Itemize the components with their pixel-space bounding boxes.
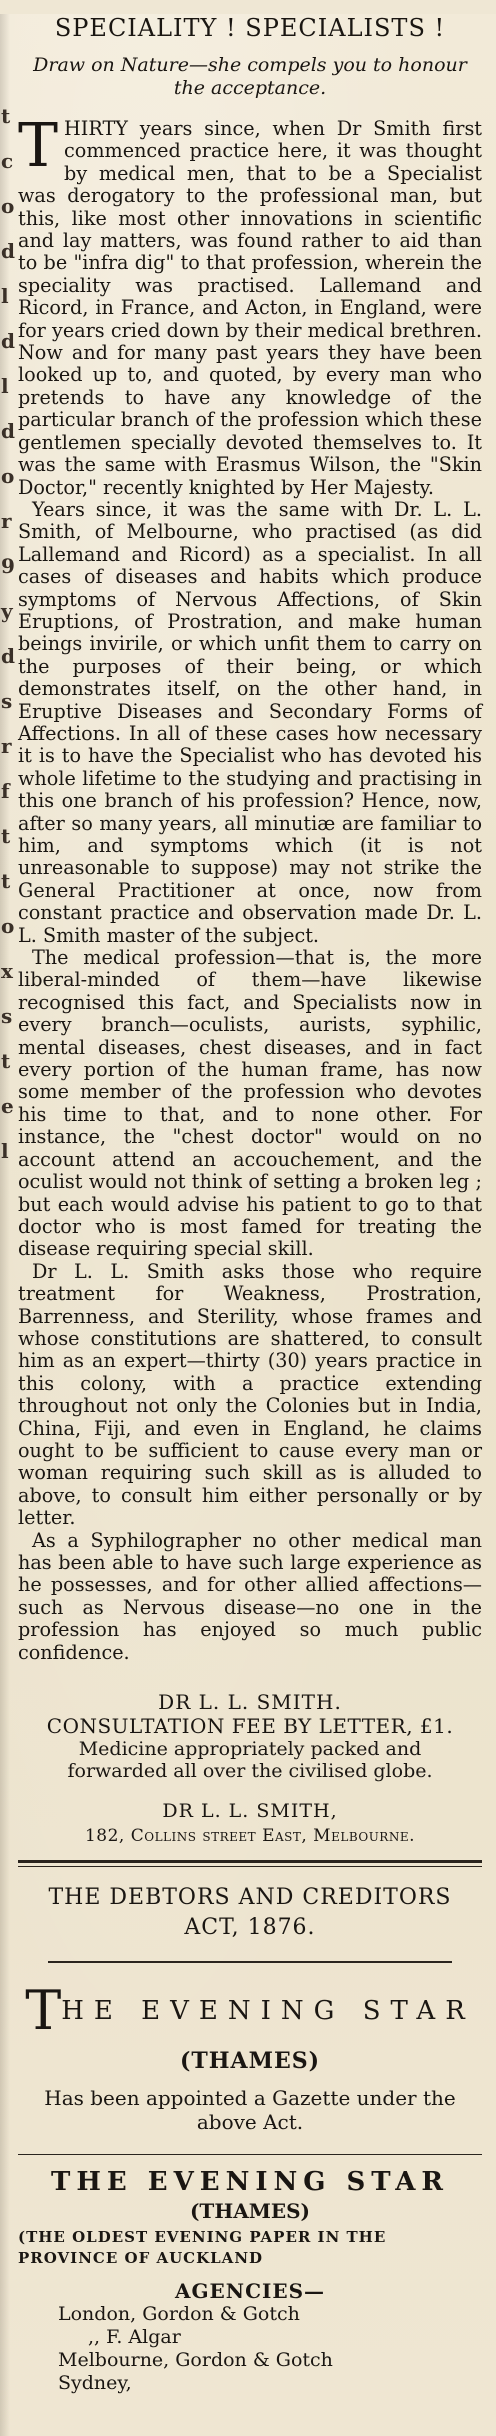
evening-star-advert bbox=[18, 2167, 482, 2395]
margin-bleed-char: o bbox=[1, 914, 15, 938]
margin-bleed-char: t bbox=[1, 1049, 11, 1073]
margin-bleed-char: 9 bbox=[1, 554, 15, 578]
margin-bleed-char: d bbox=[1, 239, 15, 263]
paragraph-5: As a Syphilographer no other medical man has been able to have such large experience as he possesses, and for other allied affections—such as Nervous disease—no one in the profession has enjoyed so much public confidence. bbox=[18, 1528, 482, 1664]
margin-bleed-char: f bbox=[1, 779, 10, 803]
margin-bleed-char: l bbox=[1, 374, 9, 398]
advert-thames: (THAMES) bbox=[189, 2199, 311, 2224]
address-line: 182, Collins street East, Melbourne. bbox=[84, 1826, 416, 1847]
margin-bleed-char: o bbox=[1, 194, 15, 218]
margin-bleed-char: d bbox=[1, 419, 15, 443]
paragraph-1 bbox=[18, 111, 482, 499]
notice-body: Has been appointed a Gazette under the above Act. bbox=[44, 2086, 456, 2135]
advert-tagline: (THE OLDEST EVENING PAPER IN THE PROVINCE OF AUCKLAND bbox=[18, 2228, 387, 2268]
signature-name: DR L. L. SMITH. bbox=[158, 1690, 342, 1715]
article-speciality bbox=[18, 14, 482, 1846]
margin-bleed-char: r bbox=[1, 509, 12, 533]
evening-star-initial: T bbox=[25, 1979, 62, 2043]
medicine-note: Medicine appropriately packed and forwarded all over the civilised globe. bbox=[67, 1738, 433, 1783]
margin-bleed-char: e bbox=[1, 1094, 14, 1118]
notice-title-line-1: THE DEBTORS AND CREDITORS bbox=[48, 1885, 452, 1911]
agency-row-sydney: Sydney, bbox=[58, 2372, 132, 2395]
address-name: DR L. L. SMITH, bbox=[162, 1800, 338, 1823]
article-body bbox=[18, 111, 482, 1664]
margin-bleed-char: l bbox=[1, 284, 9, 308]
section-divider bbox=[18, 1860, 482, 1867]
advert-title: THE EVENING STAR bbox=[50, 2167, 450, 2198]
newspaper-page bbox=[0, 14, 496, 2436]
notice-divider bbox=[48, 1961, 452, 1963]
margin-bleed-char: t bbox=[1, 824, 11, 848]
notice-title-line-2: ACT, 1876. bbox=[184, 1915, 316, 1941]
margin-bleed-char: o bbox=[1, 464, 15, 488]
agency-row-algar: ,, F. Algar bbox=[88, 2326, 181, 2349]
margin-bleed-char: t bbox=[1, 869, 11, 893]
evening-star-rest: HE EVENING STAR bbox=[61, 1996, 475, 2027]
margin-bleed-char: d bbox=[1, 329, 15, 353]
margin-bleed-char: y bbox=[1, 599, 13, 623]
evening-star-title bbox=[18, 1979, 482, 2042]
footer-divider bbox=[18, 2154, 482, 2155]
gazette-notice bbox=[18, 1883, 482, 2134]
agency-row-melbourne: Melbourne, Gordon & Gotch bbox=[58, 2349, 333, 2372]
notice-title bbox=[18, 1883, 482, 1943]
paragraph-3: The medical profession—that is, the more liberal-minded of them—have likewise recognised this fact, and Specialists now in every branch—oculists, aurists, syphilic, mental diseases, chest diseases, and in fact every portion of the human frame, has now some member of the profession who devotes his time to that, and to none other. For instance, the "chest doctor" would on no account attend an accouchement, and the oculist would not think of setting a broken leg ; but each would advise his patient to go to that doctor who is most famed for treating the disease requiring special skill. bbox=[18, 946, 482, 1261]
margin-bleed-char: s bbox=[1, 689, 13, 713]
drop-cap: T bbox=[18, 111, 59, 181]
thames-label: (THAMES) bbox=[179, 2048, 321, 2075]
paragraph-2: Years since, it was the same with Dr. L. L. Smith, of Melbourne, who practised (as did Lallemand and Ricord) as a specialist. In all cases of diseases and habits which produce symptoms of Nervous Affections, of Skin Eruptions, of Prostration, and make human beings invirile, or which unfit them to carry on the purposes of their being, or which demonstrates itself, on the other hand, in Eruptive Diseases and Secondary Forms of Affections. In all of these cases how necessary it is to have the Specialist who has devoted his whole lifetime to the studying and practising in this one branch of his profession? Hence, now, after so many years, all minutiæ are familiar to him, and symptoms which (it is not unreasonable to suppose) may not strike the General Practitioner at once, now from constant practice and observation made Dr. L. L. Smith master of the subject. bbox=[18, 497, 482, 947]
margin-bleed bbox=[0, 14, 15, 2436]
consultation-fee: CONSULTATION FEE BY LETTER, £1. bbox=[46, 1714, 454, 1739]
margin-bleed-char: c bbox=[1, 149, 14, 173]
agency-row-london: London, Gordon & Gotch bbox=[58, 2303, 300, 2326]
margin-bleed-char: x bbox=[1, 959, 13, 983]
agencies-heading: AGENCIES— bbox=[174, 2279, 326, 2304]
margin-bleed-char: d bbox=[1, 644, 15, 668]
margin-bleed-char: t bbox=[1, 104, 11, 128]
margin-bleed-char: s bbox=[1, 1004, 13, 1028]
paragraph-4: Dr L. L. Smith asks those who require treatment for Weakness, Prostration, Barrenness, and Sterility, whose frames and whose constitutions are shattered, to consult him as an expert—thirty (30) years practice in this colony, with a practice extending throughout not only the Colonies but in India, China, Fiji, and even in England, he claims ought to be sufficient to cause every man or woman requiring such skill as is alluded to above, to consult him either personally or by letter. bbox=[18, 1259, 482, 1530]
article-motto: Draw on Nature—she compels you to honour the acceptance. bbox=[33, 54, 467, 99]
article-headline: SPECIALITY ! SPECIALISTS ! bbox=[54, 14, 446, 42]
paragraph-1-text: HIRTY years since, when Dr Smith first commenced practice here, it was thought by medical men, that to be a Specialist was derogatory to the professional man, but this, like most other innovations in scientific and lay matters, was found rather to aid than to be "infra dig" to that profession, wherein the speciality was practised. Lallemand and Ricord, in France, and Acton, in England, were for years cried down by their medical brethren. Now and for many past years they have been looked up to, and quoted, by every man who pretends to have any knowledge of the particular branch of the profession which these gentlemen specially devoted themselves to. It was the same with Erasmus Wilson, the "Skin Doctor," recently knighted by Her Majesty. bbox=[18, 117, 482, 499]
margin-bleed-char: r bbox=[1, 734, 12, 758]
margin-bleed-char: l bbox=[1, 1139, 9, 1163]
